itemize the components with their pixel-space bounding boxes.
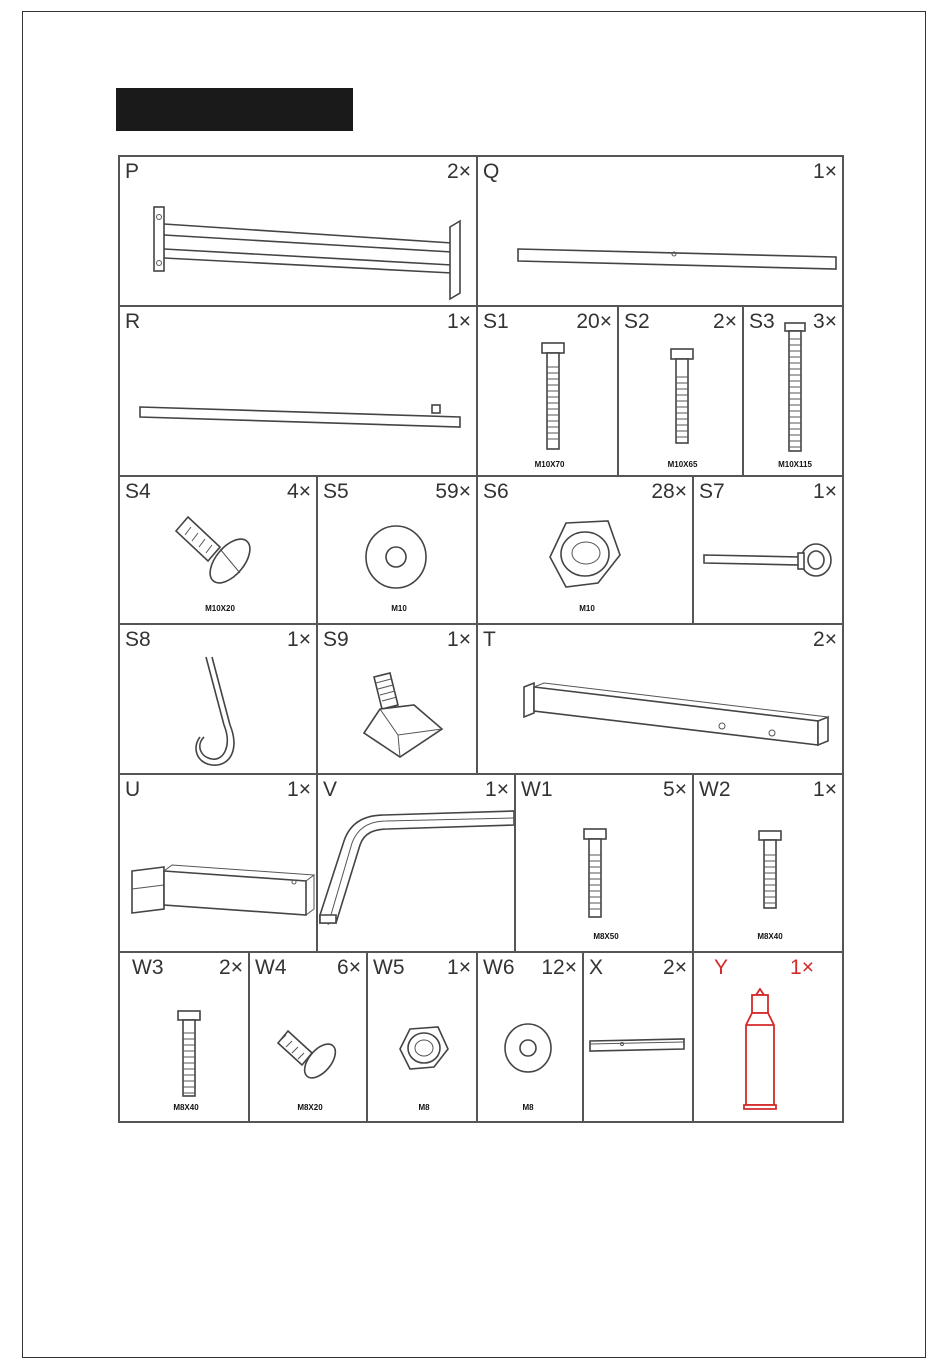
eye-pin-icon [694,477,846,627]
bolt-icon [694,775,846,955]
part-cell-u [118,773,318,953]
part-cell-y [692,951,844,1123]
part-quantity: 2× [663,956,687,979]
part-label: X [589,956,604,979]
part-quantity: 2× [219,956,243,979]
part-size: M8 [522,1103,534,1112]
part-quantity: 5× [663,778,687,801]
part-size: M8X40 [173,1103,199,1112]
leveling-foot-icon [318,625,480,777]
part-label: S7 [699,480,725,503]
part-size: M8X40 [757,932,783,941]
short-bolt-icon [250,953,370,1125]
part-cell-s8 [118,623,318,775]
part-label: S4 [125,480,151,503]
hook-icon [120,625,320,777]
part-cell-t [476,623,844,775]
part-cell-s1 [476,305,619,477]
part-cell-s4 [118,475,318,625]
tube-bracket-icon [478,625,846,777]
part-cell-s6 [476,475,694,625]
bolt-icon [516,775,696,955]
part-label: W3 [132,956,164,979]
part-cell-w5 [366,951,478,1123]
part-label: W5 [373,956,405,979]
part-quantity: 1× [287,628,311,651]
part-cell-s9 [316,623,478,775]
grease-bottle-icon [694,953,846,1125]
part-label: T [483,628,496,651]
part-quantity: 3× [813,310,837,333]
part-size: M8X20 [297,1103,323,1112]
wall-bracket-bar-icon [120,157,480,309]
hex-nut-icon [368,953,480,1125]
part-size: M10X65 [667,460,698,469]
washer-icon [478,953,586,1125]
part-cell-s7 [692,475,844,625]
part-quantity: 1× [447,628,471,651]
bolt-icon [478,307,621,479]
part-label: S1 [483,310,509,333]
part-size: M8X50 [593,932,619,941]
part-cell-q [476,155,844,307]
part-label: W4 [255,956,287,979]
part-label: Y [714,956,729,979]
part-quantity: 1× [447,956,471,979]
part-label: V [323,778,338,801]
part-label: W2 [699,778,731,801]
flat-plate-icon [584,953,696,1125]
part-label: W1 [521,778,553,801]
part-size: M10 [579,604,595,613]
part-quantity: 1× [790,956,814,979]
part-label: S3 [749,310,775,333]
bolt-icon [619,307,746,479]
part-size: M10X20 [205,604,235,613]
part-label: S5 [323,480,349,503]
part-label: S8 [125,628,151,651]
part-cell-w2 [692,773,844,953]
part-cell-s2 [617,305,744,477]
part-cell-w3 [118,951,250,1123]
part-label: S2 [624,310,650,333]
part-label: S6 [483,480,509,503]
part-size: M10X70 [534,460,565,469]
part-quantity: 1× [813,778,837,801]
part-quantity: 1× [287,778,311,801]
part-label: P [125,160,140,183]
part-quantity: 59× [435,480,471,503]
bent-tube-icon [318,775,518,955]
part-label: S9 [323,628,349,651]
part-quantity: 1× [813,160,837,183]
tube-bracket-icon [120,775,320,955]
part-cell-r [118,305,478,477]
part-quantity: 1× [813,480,837,503]
part-quantity: 4× [287,480,311,503]
part-cell-p [118,155,478,307]
part-quantity: 2× [713,310,737,333]
part-quantity: 2× [447,160,471,183]
part-quantity: 1× [485,778,509,801]
part-cell-s5 [316,475,478,625]
part-cell-s3 [742,305,844,477]
part-cell-x [582,951,694,1123]
part-quantity: 28× [651,480,687,503]
part-size: M10X115 [778,460,812,469]
long-bar-icon [120,307,480,479]
part-label: W6 [483,956,515,979]
part-cell-v [316,773,516,953]
bolt-icon [120,953,252,1125]
part-label: U [125,778,141,801]
part-label: Q [483,160,500,183]
part-cell-w6 [476,951,584,1123]
part-size: M10 [391,604,407,613]
part-size: M8 [418,1103,430,1112]
bolt-icon [744,307,846,479]
part-quantity: 1× [447,310,471,333]
part-quantity: 12× [541,956,577,979]
part-quantity: 20× [576,310,612,333]
part-quantity: 6× [337,956,361,979]
part-label: R [125,310,141,333]
header-bar [116,88,353,131]
long-bar-icon [478,157,846,309]
part-cell-w1 [514,773,694,953]
part-quantity: 2× [813,628,837,651]
part-cell-w4 [248,951,368,1123]
